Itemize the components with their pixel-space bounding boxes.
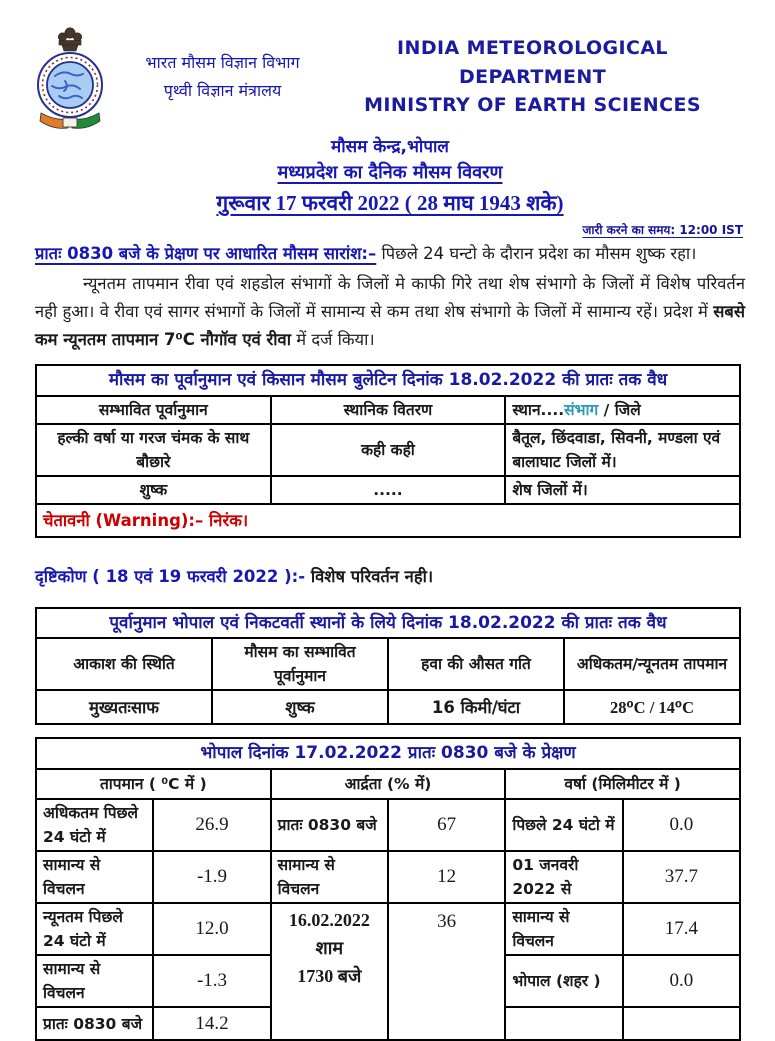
places-cell: शेष जिलों में। [505, 476, 740, 504]
forecast-table-title: मौसम का पूर्वानुमान एवं किसान मौसम बुलेटिन दिनांक 18.02.2022 की प्रातः तक वैध [36, 365, 740, 396]
col-header-places [505, 396, 740, 424]
weather-summary [35, 240, 745, 354]
humidity-evening-value: 36 [388, 903, 505, 1041]
col-header-forecast: मौसम का सम्भावित पूर्वानुमान [212, 638, 388, 690]
summary-para-text2: में दर्ज किया। [290, 330, 375, 349]
summary-heading: प्रातः 0830 बजे के प्रेक्षण पर आधारित मौसम सारांश:– [35, 244, 377, 263]
outlook-label: दृष्टिकोण ( 18 एवं 19 फरवरी 2022 ):- [35, 567, 306, 587]
forecast-cell: शुष्क [36, 476, 271, 504]
bulletin-date-text: गुरूवार 17 फरवरी 2022 ( 28 माघ 1943 शके) [216, 191, 564, 215]
bhopal-forecast-title: पूर्वानुमान भोपाल एवं निकटवर्ती स्थानों के लिये दिनांक 18.02.2022 की प्रातः तक वैध [36, 608, 740, 638]
forecast-table [35, 364, 741, 538]
header [35, 24, 745, 130]
distribution-cell: कही कही [271, 424, 506, 476]
rain-value: 0.0 [623, 955, 740, 1007]
org-name-hindi-line2: पृथ्वी विज्ञान मंत्रालय [163, 81, 282, 100]
temp-value: 14.2 [153, 1007, 270, 1040]
places-cell: बैतूल, छिंदवाडा, सिवनी, मण्डला एवं बालाघाट जिलों में। [505, 424, 740, 476]
rain-value: 0.0 [623, 799, 740, 851]
observations-row-2 [36, 851, 740, 903]
issue-time-text: जारी करने का समय: 12:00 IST [582, 223, 743, 237]
rain-value: 17.4 [623, 903, 740, 955]
forecast-row-rain [36, 424, 740, 476]
distribution-cell: ..... [271, 476, 506, 504]
observations-row-3 [36, 903, 740, 955]
temp-section-header: तापमान ( ⁰C में ) [36, 769, 271, 799]
summary-line1 [35, 240, 745, 268]
observations-table [35, 737, 741, 1041]
org-name-english [320, 34, 745, 120]
humidity-evening-time: 1730 बजे [297, 965, 362, 986]
col-header-forecast: सम्भावित पूर्वानुमान [36, 396, 271, 424]
summary-para-bold: सबसे कम न्यूनतम तापमान 7⁰C नौगॉव एवं रीवा [35, 302, 745, 349]
temp-value: 28⁰C / 14⁰C [564, 690, 740, 724]
forecast-value: शुष्क [212, 690, 388, 724]
observations-row-1 [36, 799, 740, 851]
bhopal-forecast-title-row [36, 608, 740, 638]
summary-paragraph [35, 270, 745, 354]
org-name-english-line2: MINISTRY OF EARTH SCIENCES [364, 94, 701, 117]
bhopal-forecast-values-row [36, 690, 740, 724]
org-name-hindi-line1: भारत मौसम विज्ञान विभाग [145, 53, 300, 72]
humidity-label: प्रातः 0830 बजे [271, 799, 388, 851]
outlook-text: विशेष परिवर्तन नही। [305, 567, 434, 587]
rain-label: 01 जनवरी 2022 से [505, 851, 622, 903]
forecast-table-header-row [36, 396, 740, 424]
forecast-cell: हल्की वर्षा या गरज चंमक के साथ बौछारे [36, 424, 271, 476]
rain-label: पिछले 24 घंटो में [505, 799, 622, 851]
col-header-places-part1: स्थान.... [512, 401, 565, 419]
temp-label: अधिकतम पिछले 24 घंटो में [36, 799, 153, 851]
observations-title-row [36, 738, 740, 768]
rain-label: सामान्य से विचलन [505, 903, 622, 955]
rain-label: भोपाल (शहर ) [505, 955, 622, 1007]
issue-time [35, 221, 745, 238]
rain-value [623, 1007, 740, 1040]
wind-value: 16 किमी/घंटा [388, 690, 564, 724]
outlook-line [35, 564, 745, 587]
col-header-places-division: संभाग [564, 401, 599, 419]
bulletin-title-text: मध्यप्रदेश का दैनिक मौसम विवरण [277, 162, 503, 183]
col-header-places-part3: / जिले [598, 401, 641, 419]
col-header-sky: आकाश की स्थिति [36, 638, 212, 690]
imd-logo [35, 24, 105, 130]
bulletin-date [35, 189, 745, 217]
temp-value: -1.3 [153, 955, 270, 1007]
humidity-evening-date: 16.02.2022 शाम [288, 909, 370, 958]
rain-value: 37.7 [623, 851, 740, 903]
observations-header-row [36, 769, 740, 799]
col-header-temp: अधिकतम/न्यूनतम तापमान [564, 638, 740, 690]
rain-label [505, 1007, 622, 1040]
org-name-english-line1: INDIA METEOROLOGICAL DEPARTMENT [397, 37, 668, 88]
humidity-evening-label [271, 903, 388, 1041]
temp-value: 26.9 [153, 799, 270, 851]
org-name-hindi [125, 49, 320, 105]
temp-label: प्रातः 0830 बजे [36, 1007, 153, 1040]
rain-section-header: वर्षा (मिलिमीटर में ) [505, 769, 740, 799]
summary-para-text1: न्यूनतम तापमान रीवा एवं शहडोल संभागों के जिलों मे काफी गिरे तथा शेष संभागो के जिलों में विशेष परिवर्तन नही हुआ। वे रीवा एवं सागर संभागों के जिलों में सामान्य से कम तथा शेष संभागो के जिलों में सामान्य रहें। प्रदेश में [35, 274, 745, 321]
office-title: मौसम केन्द्र,भोपाल [331, 137, 449, 157]
temp-value: 12.0 [153, 903, 270, 955]
bhopal-forecast-header-row [36, 638, 740, 690]
col-header-distribution: स्थानिक वितरण [271, 396, 506, 424]
humidity-value: 12 [388, 851, 505, 903]
imd-logo-graphic [35, 24, 105, 130]
sky-value: मुख्यतःसाफ [36, 690, 212, 724]
humidity-label: सामान्य से विचलन [271, 851, 388, 903]
warning-row [36, 504, 740, 537]
summary-heading-rest: पिछले 24 घन्टो के दौरान प्रदेश का मौसम शुष्क रहा। [376, 244, 697, 263]
temp-label: सामान्य से विचलन [36, 851, 153, 903]
humidity-value: 67 [388, 799, 505, 851]
col-header-wind: हवा की औसत गति [388, 638, 564, 690]
bhopal-forecast-table [35, 607, 741, 725]
observations-title: भोपाल दिनांक 17.02.2022 प्रातः 0830 बजे के प्रेक्षण [36, 738, 740, 768]
warning-text: चेतावनी (Warning):– निरंक। [36, 504, 740, 537]
bulletin-title [35, 160, 745, 184]
temp-label: न्यूनतम पिछले 24 घंटो में [36, 903, 153, 955]
humidity-section-header: आर्द्रता (% में) [271, 769, 506, 799]
forecast-table-title-row [36, 365, 740, 396]
temp-label: सामान्य से विचलन [36, 955, 153, 1007]
forecast-row-dry [36, 476, 740, 504]
temp-value: -1.9 [153, 851, 270, 903]
